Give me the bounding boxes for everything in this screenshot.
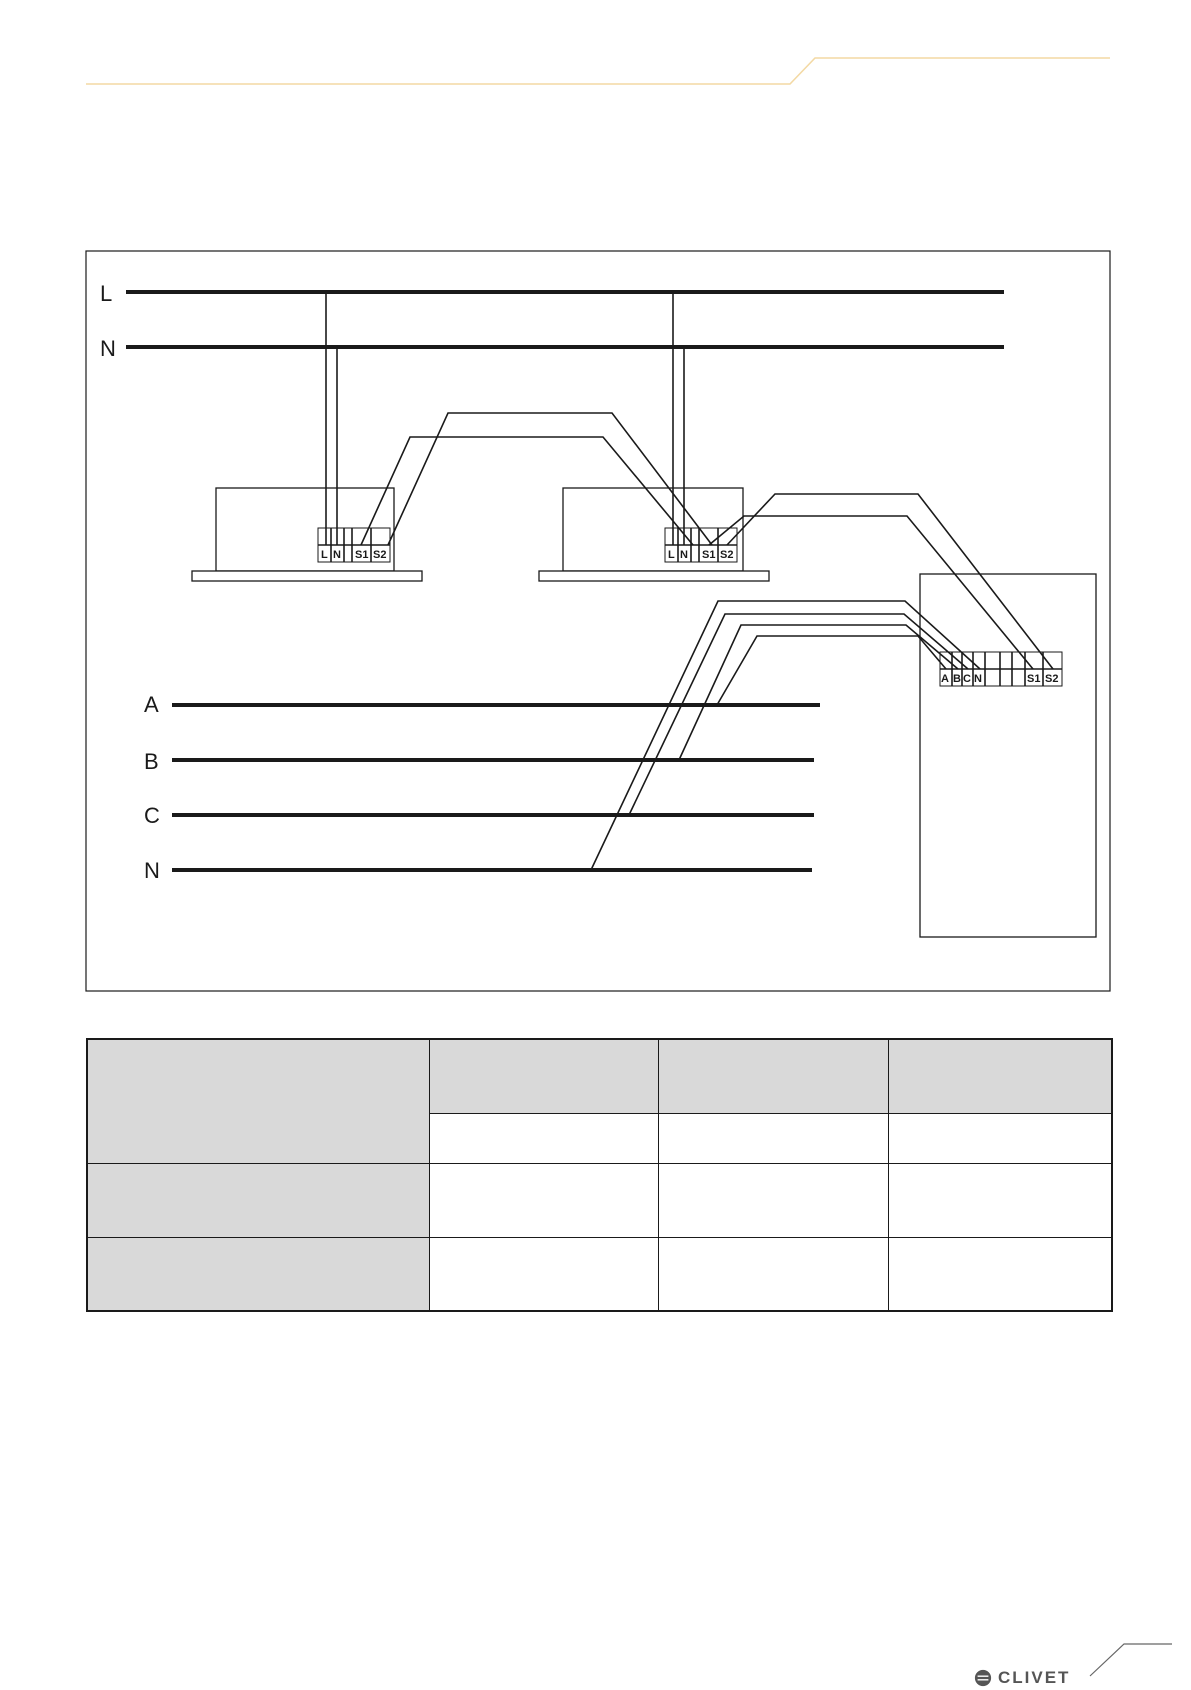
iu2-terminal-l: L <box>668 549 675 561</box>
iu2-terminal-s2: S2 <box>720 549 734 561</box>
table-cell <box>888 1039 1112 1113</box>
iu1-terminal-s2: S2 <box>373 549 387 561</box>
line-label-n: N <box>100 336 116 361</box>
spec-table <box>86 1038 1113 1312</box>
table-row <box>87 1039 1112 1113</box>
table-cell <box>658 1039 888 1113</box>
iu1-terminal-s1: S1 <box>355 549 369 561</box>
line-label-a: A <box>144 692 159 717</box>
ou-terminal-b: B <box>953 673 961 685</box>
table-cell <box>658 1237 888 1311</box>
table-row <box>87 1237 1112 1311</box>
table-cell <box>429 1163 658 1237</box>
brand-name: CLIVET <box>998 1668 1071 1687</box>
line-label-c: C <box>144 803 160 828</box>
footer-accent-line <box>1088 1620 1188 1680</box>
iu2-terminal-n: N <box>680 549 688 561</box>
indoor-unit-1 <box>192 488 422 581</box>
table-cell <box>429 1237 658 1311</box>
line-label-n2: N <box>144 858 160 883</box>
table-cell <box>429 1039 658 1113</box>
table-cell <box>87 1039 429 1163</box>
brand-logo <box>974 1666 1084 1690</box>
iu1-terminal-n: N <box>333 549 341 561</box>
table-cell <box>658 1163 888 1237</box>
indoor-unit-1-terminals <box>318 528 390 562</box>
table-row <box>87 1163 1112 1237</box>
ou-terminal-n: N <box>974 673 982 685</box>
iu2-terminal-s1: S1 <box>702 549 716 561</box>
ou-terminal-a: A <box>941 673 949 685</box>
line-label-b: B <box>144 749 159 774</box>
table-cell <box>888 1113 1112 1163</box>
table-cell <box>429 1113 658 1163</box>
line-label-l: L <box>100 281 113 306</box>
outdoor-unit <box>920 574 1096 937</box>
table-cell <box>888 1163 1112 1237</box>
indoor-unit-2-terminals <box>665 528 737 562</box>
logo-mark-icon <box>974 1669 992 1687</box>
table-cell <box>888 1237 1112 1311</box>
indoor-unit-2 <box>539 488 769 581</box>
table-cell <box>87 1163 429 1237</box>
table-cell <box>658 1113 888 1163</box>
table-cell <box>87 1237 429 1311</box>
ou-terminal-s2: S2 <box>1045 673 1059 685</box>
iu1-terminal-l: L <box>321 549 328 561</box>
ou-terminal-c: C <box>963 673 971 685</box>
ou-terminal-s1: S1 <box>1027 673 1041 685</box>
